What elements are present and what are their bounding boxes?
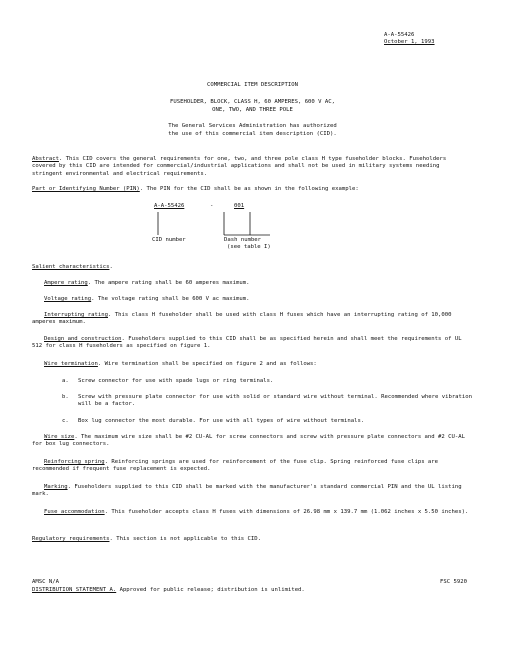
salient-suffix: . — [109, 264, 113, 270]
pin-separator: - — [210, 203, 214, 209]
wire-termination-paragraph — [44, 361, 474, 368]
ampere-text: . The ampere rating shall be 60 amperes maximum. — [87, 280, 250, 286]
pin-text: . The PIN for the CID shall be as shown in the following example: — [139, 186, 359, 192]
design-text: . Fuseholders supplied to this CID shall be as specified herein and shall meet the requirements of UL 512 for class H fuseholders as specified on figure 1. — [32, 336, 462, 350]
reinforcing-paragraph — [32, 459, 474, 474]
design-paragraph — [32, 336, 474, 351]
reinforcing-text: . Reinforcing springs are used for reinforcement of the fuse clip. Spring reinforced fuse clips are recommended if frequent fuse replacement is expected. — [32, 459, 439, 473]
list-marker: a. — [62, 378, 69, 384]
marking-paragraph — [32, 484, 474, 499]
pin-cid-number: A-A-55426 — [154, 203, 185, 209]
pin-diagram — [150, 203, 330, 255]
document-header — [384, 32, 474, 47]
pin-cid-label: CID number — [152, 237, 186, 243]
fuse-text: . This fuseholder accepts class H fuses with dimensions of 26.98 mm x 139.7 mm (1.062 inches x 5.50 inches). — [104, 509, 469, 515]
wire-termination-label: Wire termination — [44, 361, 98, 367]
fuse-paragraph — [32, 509, 474, 516]
fuse-label: Fuse accommodation — [44, 509, 105, 515]
design-label: Design and construction — [44, 336, 122, 342]
list-item: Screw connector for use with spade lugs or ring terminals. — [78, 378, 274, 384]
fsc-code: FSC 5920 — [440, 579, 467, 585]
interrupting-label: Interrupting rating — [44, 312, 108, 318]
regulatory-label: Regulatory requirements — [32, 536, 110, 542]
abstract-label: Abstract — [32, 156, 59, 162]
pin-dash-note: (see table I) — [227, 244, 271, 250]
list-item: Screw with pressure plate connector for use with solid or standard wire without terminal. Recommended where vibration will be a factor. — [78, 394, 473, 408]
distribution-text: Approved for public release; distribution is unlimited. — [116, 587, 305, 593]
salient-heading — [32, 264, 472, 271]
wire-size-paragraph — [32, 434, 474, 449]
regulatory-paragraph — [32, 536, 472, 543]
marking-label: Marking — [44, 484, 68, 490]
doc-id: A-A-55426 — [384, 32, 415, 38]
salient-label: Salient characteristics — [32, 264, 110, 270]
authorization-line-1: The General Services Administration has authorized — [168, 123, 337, 130]
doc-date: October 1, 1993 — [384, 39, 435, 46]
wire-size-label: Wire size — [44, 434, 75, 440]
pin-dash-label: Dash number — [224, 237, 262, 243]
marking-text: . Fuseholders supplied to this CID shall be marked with the manufacturer's standard commercial PIN and the UL listing mark. — [32, 484, 462, 498]
distribution-statement — [32, 587, 472, 594]
amsc-note: AMSC N/A — [32, 579, 59, 585]
subject-line-1: FUSEHOLDER, BLOCK, CLASS H, 60 AMPERES, 600 V AC, — [169, 99, 336, 106]
ampere-paragraph — [44, 280, 474, 287]
authorization-line-2: the use of this commercial item description (CID). — [168, 130, 337, 137]
abstract-paragraph — [32, 156, 472, 178]
voltage-text: . The voltage rating shall be 600 V ac maximum. — [91, 296, 250, 302]
title-block — [0, 82, 505, 138]
doc-heading: COMMERCIAL ITEM DESCRIPTION — [207, 82, 298, 88]
subject-line-2: ONE, TWO, AND THREE POLE — [212, 106, 293, 113]
pin-dash-number: 001 — [234, 203, 245, 209]
distribution-label: DISTRIBUTION STATEMENT A. — [32, 587, 117, 593]
interrupting-paragraph — [32, 312, 474, 327]
ampere-label: Ampere rating — [44, 280, 88, 286]
list-item: Box lug connector the most durable. For use with all types of wire without terminals. — [78, 418, 365, 424]
reinforcing-label: Reinforcing spring — [44, 459, 105, 465]
interrupting-text: . This class H fuseholder shall be used with class H fuses which have an interrupting rating of 10,000 amperes maximum. — [32, 312, 452, 326]
wire-termination-text: . Wire termination shall be specified on figure 2 and as follows: — [97, 361, 317, 367]
pin-paragraph — [32, 186, 472, 193]
voltage-paragraph — [44, 296, 474, 303]
wire-size-text: . The maximum wire size shall be #2 CU-AL for screw connectors and screw with pressure plate connectors and #2 CU-AL for box lug connectors. — [32, 434, 465, 448]
abstract-text: . This CID covers the general requirements for one, two, and three pole class H type fuseholder blocks. Fuseholders covered by this CID are intended for commercial/industrial applications and shall not be used in military systems needing stringent environmental and electrical requirements. — [32, 156, 447, 177]
voltage-label: Voltage rating — [44, 296, 92, 302]
pin-label: Part or Identifying Number (PIN) — [32, 186, 140, 192]
list-marker: c. — [62, 418, 69, 424]
regulatory-text: . This section is not applicable to this CID. — [109, 536, 262, 542]
list-marker: b. — [62, 394, 69, 400]
